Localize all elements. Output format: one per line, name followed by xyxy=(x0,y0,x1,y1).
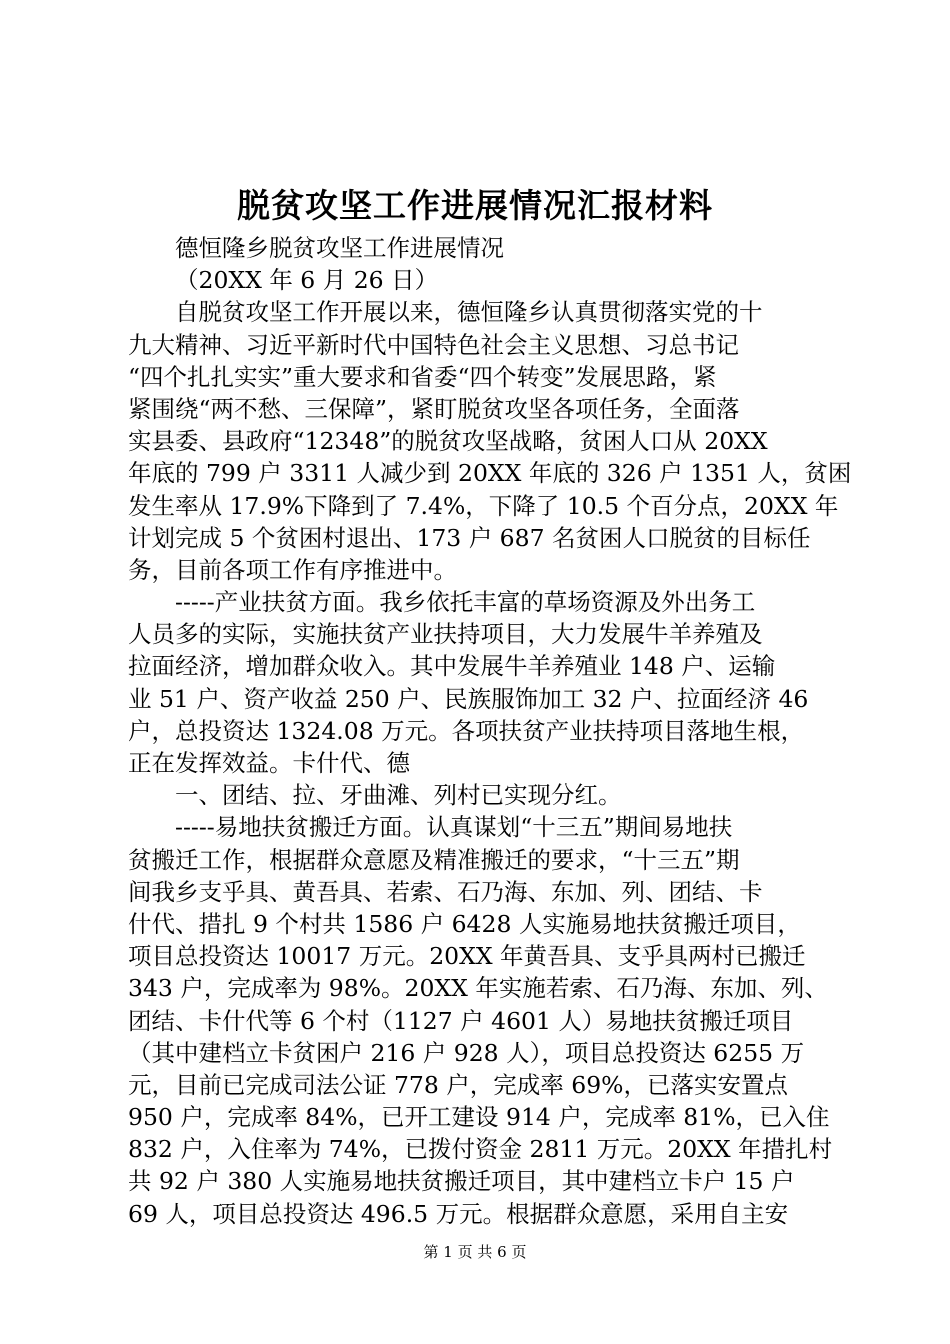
document-body xyxy=(128,232,852,1230)
text-line: 自脱贫攻坚工作开展以来，德恒隆乡认真贯彻落实党的十 xyxy=(175,298,763,327)
text-line: 拉面经济，增加群众收入。其中发展牛羊养殖业 148 户、运输 xyxy=(128,652,776,681)
text-line: （20XX 年 6 月 26 日） xyxy=(175,266,439,295)
text-line: 共 92 户 380 人实施易地扶贫搬迁项目，其中建档立卡户 15 户 xyxy=(128,1167,795,1196)
text-line: 计划完成 5 个贫困村退出、173 户 687 名贫困人口脱贫的目标任 xyxy=(128,523,811,552)
text-line: 紧围绕“两不愁、三保障”，紧盯脱贫攻坚各项任务，全面落 xyxy=(128,394,740,423)
text-line: 什代、措扎 9 个村共 1586 户 6428 人实施易地扶贫搬迁项目， xyxy=(128,909,801,938)
text-line: 业 51 户、资产收益 250 户、民族服饰加工 32 户、拉面经济 46 xyxy=(128,684,809,713)
text-line: 贫搬迁工作，根据群众意愿及精准搬迁的要求，“十三五”期 xyxy=(128,845,740,874)
text-line: 元，目前已完成司法公证 778 户，完成率 69%，已落实安置点 xyxy=(128,1070,788,1099)
text-line: 年底的 799 户 3311 人减少到 20XX 年底的 326 户 1351 人，贫困 xyxy=(128,459,852,488)
text-line: -----产业扶贫方面。我乡依托丰富的草场资源及外出务工 xyxy=(175,588,756,617)
text-line: 发生率从 17.9%下降到了 7.4%，下降了 10.5 个百分点，20XX 年 xyxy=(128,491,839,520)
document-title: 脱贫攻坚工作进展情况汇报材料 xyxy=(237,186,713,225)
text-line: -----易地扶贫搬迁方面。认真谋划“十三五”期间易地扶 xyxy=(175,813,733,842)
text-line: 团结、卡什代等 6 个村（1127 户 4601 人）易地扶贫搬迁项目 xyxy=(128,1006,794,1035)
text-line: 实县委、县政府“12348”的脱贫攻坚战略，贫困人口从 20XX xyxy=(128,427,768,456)
text-line: 间我乡支乎具、黄吾具、若索、石乃海、东加、列、团结、卡 xyxy=(128,877,763,906)
page-footer: 第 1 页 共 6 页 xyxy=(423,1243,527,1261)
text-line: 九大精神、习近平新时代中国特色社会主义思想、习总书记 xyxy=(128,330,739,359)
text-line: 832 户，入住率为 74%，已拨付资金 2811 万元。20XX 年措扎村 xyxy=(128,1135,833,1164)
text-line: 343 户，完成率为 98%。20XX 年实施若索、石乃海、东加、列、 xyxy=(128,974,828,1003)
text-line: 69 人，项目总投资达 496.5 万元。根据群众意愿，采用自主安 xyxy=(128,1199,789,1228)
text-line: 项目总投资达 10017 万元。20XX 年黄吾具、支乎具两村已搬迁 xyxy=(128,942,806,971)
text-line: 一、团结、拉、牙曲滩、列村已实现分红。 xyxy=(175,781,622,810)
text-line: 正在发挥效益。卡什代、德 xyxy=(128,749,410,777)
text-line: “四个扎扎实实”重大要求和省委“四个转变”发展思路，紧 xyxy=(128,362,717,391)
text-line: 950 户，完成率 84%，已开工建设 914 户，完成率 81%，已入住 xyxy=(128,1103,830,1132)
text-line: （其中建档立卡贫困户 216 户 928 人），项目总投资达 6255 万 xyxy=(128,1038,805,1067)
text-line: 务，目前各项工作有序推进中。 xyxy=(128,555,457,584)
text-line: 户，总投资达 1324.08 万元。各项扶贫产业扶持项目落地生根， xyxy=(128,716,805,745)
text-line: 人员多的实际，实施扶贫产业扶持项目，大力发展牛羊养殖及 xyxy=(128,620,763,649)
text-line: 德恒隆乡脱贫攻坚工作进展情况 xyxy=(175,234,504,262)
